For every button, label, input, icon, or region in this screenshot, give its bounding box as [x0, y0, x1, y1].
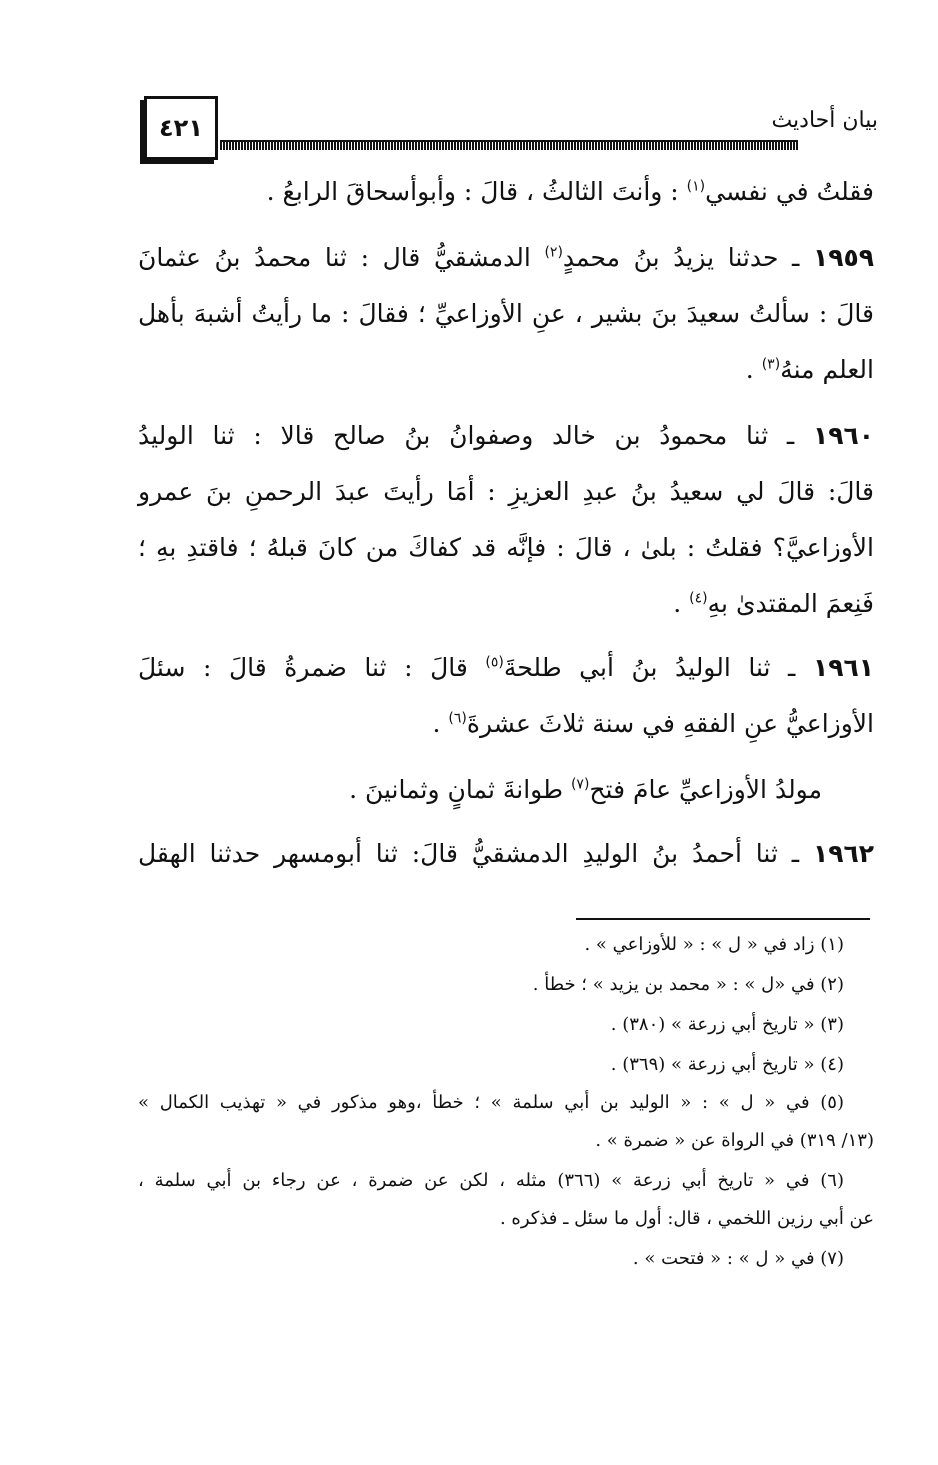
hadith-number-1961: ١٩٦١: [812, 653, 874, 682]
footnote-7: (٧) في « ل » : « فتحت » .: [632, 1248, 844, 1269]
footnote-1: (١) زاد في « ل » : « للأوزاعي » .: [584, 934, 844, 955]
hadith-1959-line-2: قالَ : سألتُ سعيدَ بنَ بشير ، عنِ الأوزاعيِّ ؛ فقالَ : ما رأيتُ أشبهَ بأهل: [138, 299, 874, 328]
hadith-1961-line-1: ١٩٦١ ـ ثنا الوليدُ بنُ أبي طلحةَ$^{(٥)}$ قالَ : ثنا ضمرةُ قالَ : سئلَ: [138, 653, 874, 682]
footnote-ref-5: (٥): [485, 654, 504, 671]
hadith-1962-line-1: ١٩٦٢ ـ ثنا أحمدُ بنُ الوليدِ الدمشقيُّ قالَ: ثنا أبومسهر حدثنا الهقل: [138, 839, 874, 868]
hadith-1959-line-3: العلم منهُ$^{(٣)}$ .: [745, 355, 874, 384]
hadith-1961-line-2: الأوزاعيُّ عنِ الفقهِ في سنة ثلاثَ عشرةَ$^{(٦)}$ .: [432, 709, 874, 738]
footnote-5-line-2: (١٣/ ٣١٩) في الرواة عن « ضمرة » .: [595, 1130, 874, 1151]
footnote-6-line-1: (٦) في « تاريخ أبي زرعة » (٣٦٦) مثله ، لكن عن ضمرة ، عن رجاء بن أبي سلمة ،: [138, 1170, 844, 1191]
footnote-5-line-1: (٥) في « ل » : « الوليد بن أبي سلمة » ؛ خطأ ،وهو مذكور في « تهذيب الكمال »: [138, 1092, 844, 1113]
birth-note-line: مولدُ الأوزاعيِّ عامَ فتح$^{(٧)}$ طوانةَ ثمانٍ وثمانينَ .: [349, 775, 822, 804]
page-header: [140, 96, 878, 160]
header-rule: [220, 140, 798, 150]
footnote-ref-3: (٣): [761, 356, 781, 373]
hadith-number-1959: ١٩٥٩: [812, 243, 875, 272]
text-line-1: فقلتُ في نفسي$^{(١)}$ : وأنتَ الثالثُ ، قالَ : وأبوأسحاقَ الرابعُ .: [266, 177, 874, 206]
hadith-1960-line-1: ١٩٦٠ ـ ثنا محمودُ بن خالد وصفوانُ بنُ صالح قالا : ثنا الوليدُ: [138, 421, 874, 450]
footnote-ref-1: (١): [686, 178, 706, 195]
hadith-1960-line-4: فَنِعمَ المقتدىٰ بهِ$^{(٤)}$ .: [673, 589, 874, 618]
footnote-ref-6: (٦): [448, 710, 467, 727]
hadith-1960-line-2: قالَ: قالَ لي سعيدُ بنُ عبدِ العزيزِ : أمَا رأيتَ عبدَ الرحمنِ بنَ عمرو: [138, 477, 874, 506]
running-title: بيان أحاديث: [771, 108, 878, 133]
footnote-ref-7: (٧): [570, 776, 590, 793]
footnote-6-line-2: عن أبي رزين اللخمي ، قال: أول ما سئل ـ فذكره .: [499, 1208, 874, 1229]
hadith-1960-line-3: الأوزاعيَّ؟ فقلتُ : بلىٰ ، قالَ : فإنَّه قد كفاكَ من كانَ قبلهُ ؛ فاقتدِ بهِ ؛: [138, 533, 874, 562]
footnote-ref-2: (٢): [544, 244, 563, 261]
hadith-1959-line-1: ١٩٥٩ ـ حدثنا يزيدُ بنُ محمدٍ$^{(٢)}$ الدمشقيُّ قال : ثنا محمدُ بنُ عثمانَ: [138, 243, 875, 272]
footnote-separator: [576, 918, 870, 920]
footnote-4: (٤) « تاريخ أبي زرعة » (٣٦٩) .: [610, 1054, 844, 1075]
hadith-number-1962: ١٩٦٢: [812, 839, 874, 868]
footnote-3: (٣) « تاريخ أبي زرعة » (٣٨٠) .: [610, 1014, 844, 1035]
footnote-2: (٢) في «ل » : « محمد بن يزيد » ؛ خطأ .: [532, 974, 844, 995]
page-number: ٤٢١: [144, 96, 218, 160]
hadith-number-1960: ١٩٦٠: [812, 421, 874, 450]
footnote-ref-4: (٤): [689, 590, 708, 607]
